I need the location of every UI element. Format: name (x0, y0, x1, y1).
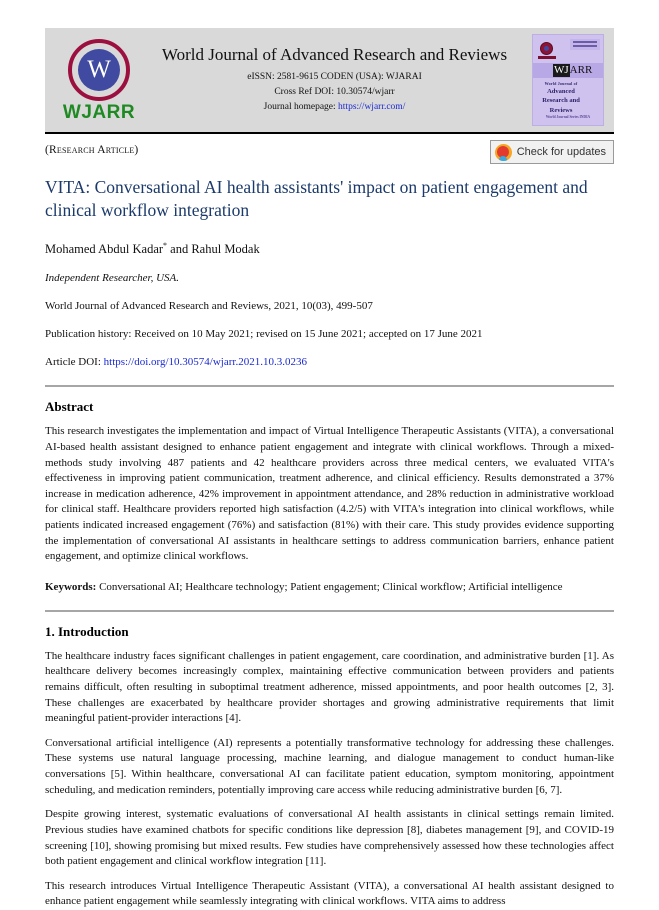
keywords-value: Conversational AI; Healthcare technology; Patient engagement; Clinical workflow; Artificial intelligence (96, 580, 563, 593)
cover-issn-box (570, 39, 600, 50)
keywords-line (45, 581, 614, 593)
author-secondary: and Rahul Modak (167, 242, 260, 257)
masthead-text-block (153, 28, 522, 132)
cover-seal-icon (540, 42, 553, 55)
abstract-text: This research investigates the implementation and impact of Virtual Intelligence Therapeutic Assistants (VITA), a conversational AI-based health assistant designed to enhance patient engagement and integrate with clinical workflows. Through a mixed-methods study involving 487 patients and 42 healthcare providers across three medical centers, we evaluated VITA's effectiveness in improving patient communication, treatment adherence, and clinical efficiency. Results demonstrated a 37% increase in medication adherence, 42% improvement in appointment attendance, and 28% reduction in administrative workload for clinical staff. Healthcare providers reported high satisfaction (4.2/5) with VITA's integration into clinical workflows, while patients indicated increased engagement (76%) and satisfaction (81%) with their care. This study provides evidence supporting the implementation of conversational AI assistants in healthcare settings to address communication barriers, enhance patient engagement, and optimize clinical workflows. (45, 425, 614, 563)
author-primary: Mohamed Abdul Kadar (45, 242, 164, 257)
logo-monogram: W (87, 56, 111, 83)
journal-homepage-line (247, 100, 422, 115)
logo-disc-icon (78, 49, 120, 91)
journal-meta (247, 70, 422, 114)
check-for-updates-label: Check for updates (516, 146, 606, 158)
abstract-heading: Abstract (45, 399, 94, 415)
page-content (45, 0, 614, 910)
logo-wordmark: WJARR (62, 101, 136, 123)
journal-issn-line: eISSN: 2581-9615 CODEN (USA): WJARAI (247, 72, 422, 83)
journal-homepage-label: Journal homepage: (263, 101, 339, 112)
article-doi-label: Article DOI: (45, 356, 104, 369)
journal-logo (45, 28, 153, 132)
introduction-paragraph-4: This research introduces Virtual Intelligence Therapeutic Assistant (VITA), a conversational AI health assistant designed to enhance patient engagement while seamlessly integrating with clinical workflows. VITA aims to address (45, 879, 614, 908)
introduction-paragraph-1: The healthcare industry faces significant challenges in patient engagement, care coordination, and administrative burden [1]. As healthcare delivery becomes increasingly complex, maintaining effective communication between providers and patients remains difficult, often resulting in suboptimal treatment adherence, missed appointments, and poor health outcomes [2, 3]. These challenges are exacerbated by healthcare provider shortages and growing administrative requirements that limit meaningful patient-provider interactions [4]. (45, 649, 614, 725)
journal-crossref-line: Cross Ref DOI: 10.30574/wjarr (274, 87, 395, 98)
journal-cover-block (522, 28, 614, 132)
introduction-paragraph-3: Despite growing interest, systematic evaluations of conversational AI health assistants in clinical settings remain limited. Previous studies have examined chatbots for specific conditions like depression [8], diabetes management [9], and COVID-19 screening [10], showing promising but mixed results. Few studies have comprehensively assessed how these technologies affect both patient engagement and clinical workflow integration [11]. (45, 808, 614, 868)
article-doi-link[interactable]: https://doi.org/10.30574/wjarr.2021.10.3.0236 (103, 356, 307, 369)
article-doi-line (45, 356, 614, 368)
journal-citation: World Journal of Advanced Research and Reviews, 2021, 10(03), 499-507 (45, 300, 373, 313)
cover-band-light-text: ARR (569, 64, 593, 76)
crossmark-icon (495, 144, 512, 161)
cover-seal-caption (538, 56, 556, 59)
corresponding-author-mark: * (163, 241, 168, 251)
cover-title-band (533, 63, 603, 78)
cover-band-dark-text: WJ (554, 64, 569, 76)
research-article-label: (Research Article) (45, 144, 139, 156)
check-for-updates-button[interactable] (490, 140, 614, 164)
cover-subtitle-main: Advanced Research and Reviews (542, 87, 580, 114)
article-type-row (45, 140, 614, 166)
introduction-paragraph-2: Conversational artificial intelligence (AI) represents a potentially transformative technology for addressing these challenges. These systems use natural language processing, machine learning, and dialogue management to conduct human-like conversations [5]. Within healthcare, conversational AI can facilitate patient education, symptom monitoring, appointment scheduling, and medication reminders, potentially improving care access while reducing administrative burden [6, 7]. (45, 736, 614, 796)
logo-ring-icon (68, 39, 130, 101)
publication-history: Publication history: Received on 10 May 2021; revised on 15 June 2021; accepted on 17 June 2021 (45, 328, 483, 341)
divider-above-introduction (45, 610, 614, 612)
journal-masthead (45, 28, 614, 134)
cover-subtitle-small: World Journal of (544, 81, 578, 86)
keywords-label: Keywords: (45, 580, 97, 593)
journal-homepage-link[interactable]: https://wjarr.com/ (338, 101, 406, 112)
page-title: VITA: Conversational AI health assistants' impact on patient engagement and clinical workflow integration (45, 177, 588, 221)
author-list (45, 241, 614, 257)
divider-above-abstract (45, 385, 614, 387)
journal-cover-thumbnail (532, 34, 604, 126)
journal-title: World Journal of Advanced Research and Reviews (161, 45, 508, 65)
author-affiliation: Independent Researcher, USA. (45, 272, 179, 285)
cover-footer-text: World Journal Series INDIA (545, 114, 591, 119)
introduction-heading: 1. Introduction (45, 623, 129, 639)
cover-subtitle (539, 81, 583, 115)
